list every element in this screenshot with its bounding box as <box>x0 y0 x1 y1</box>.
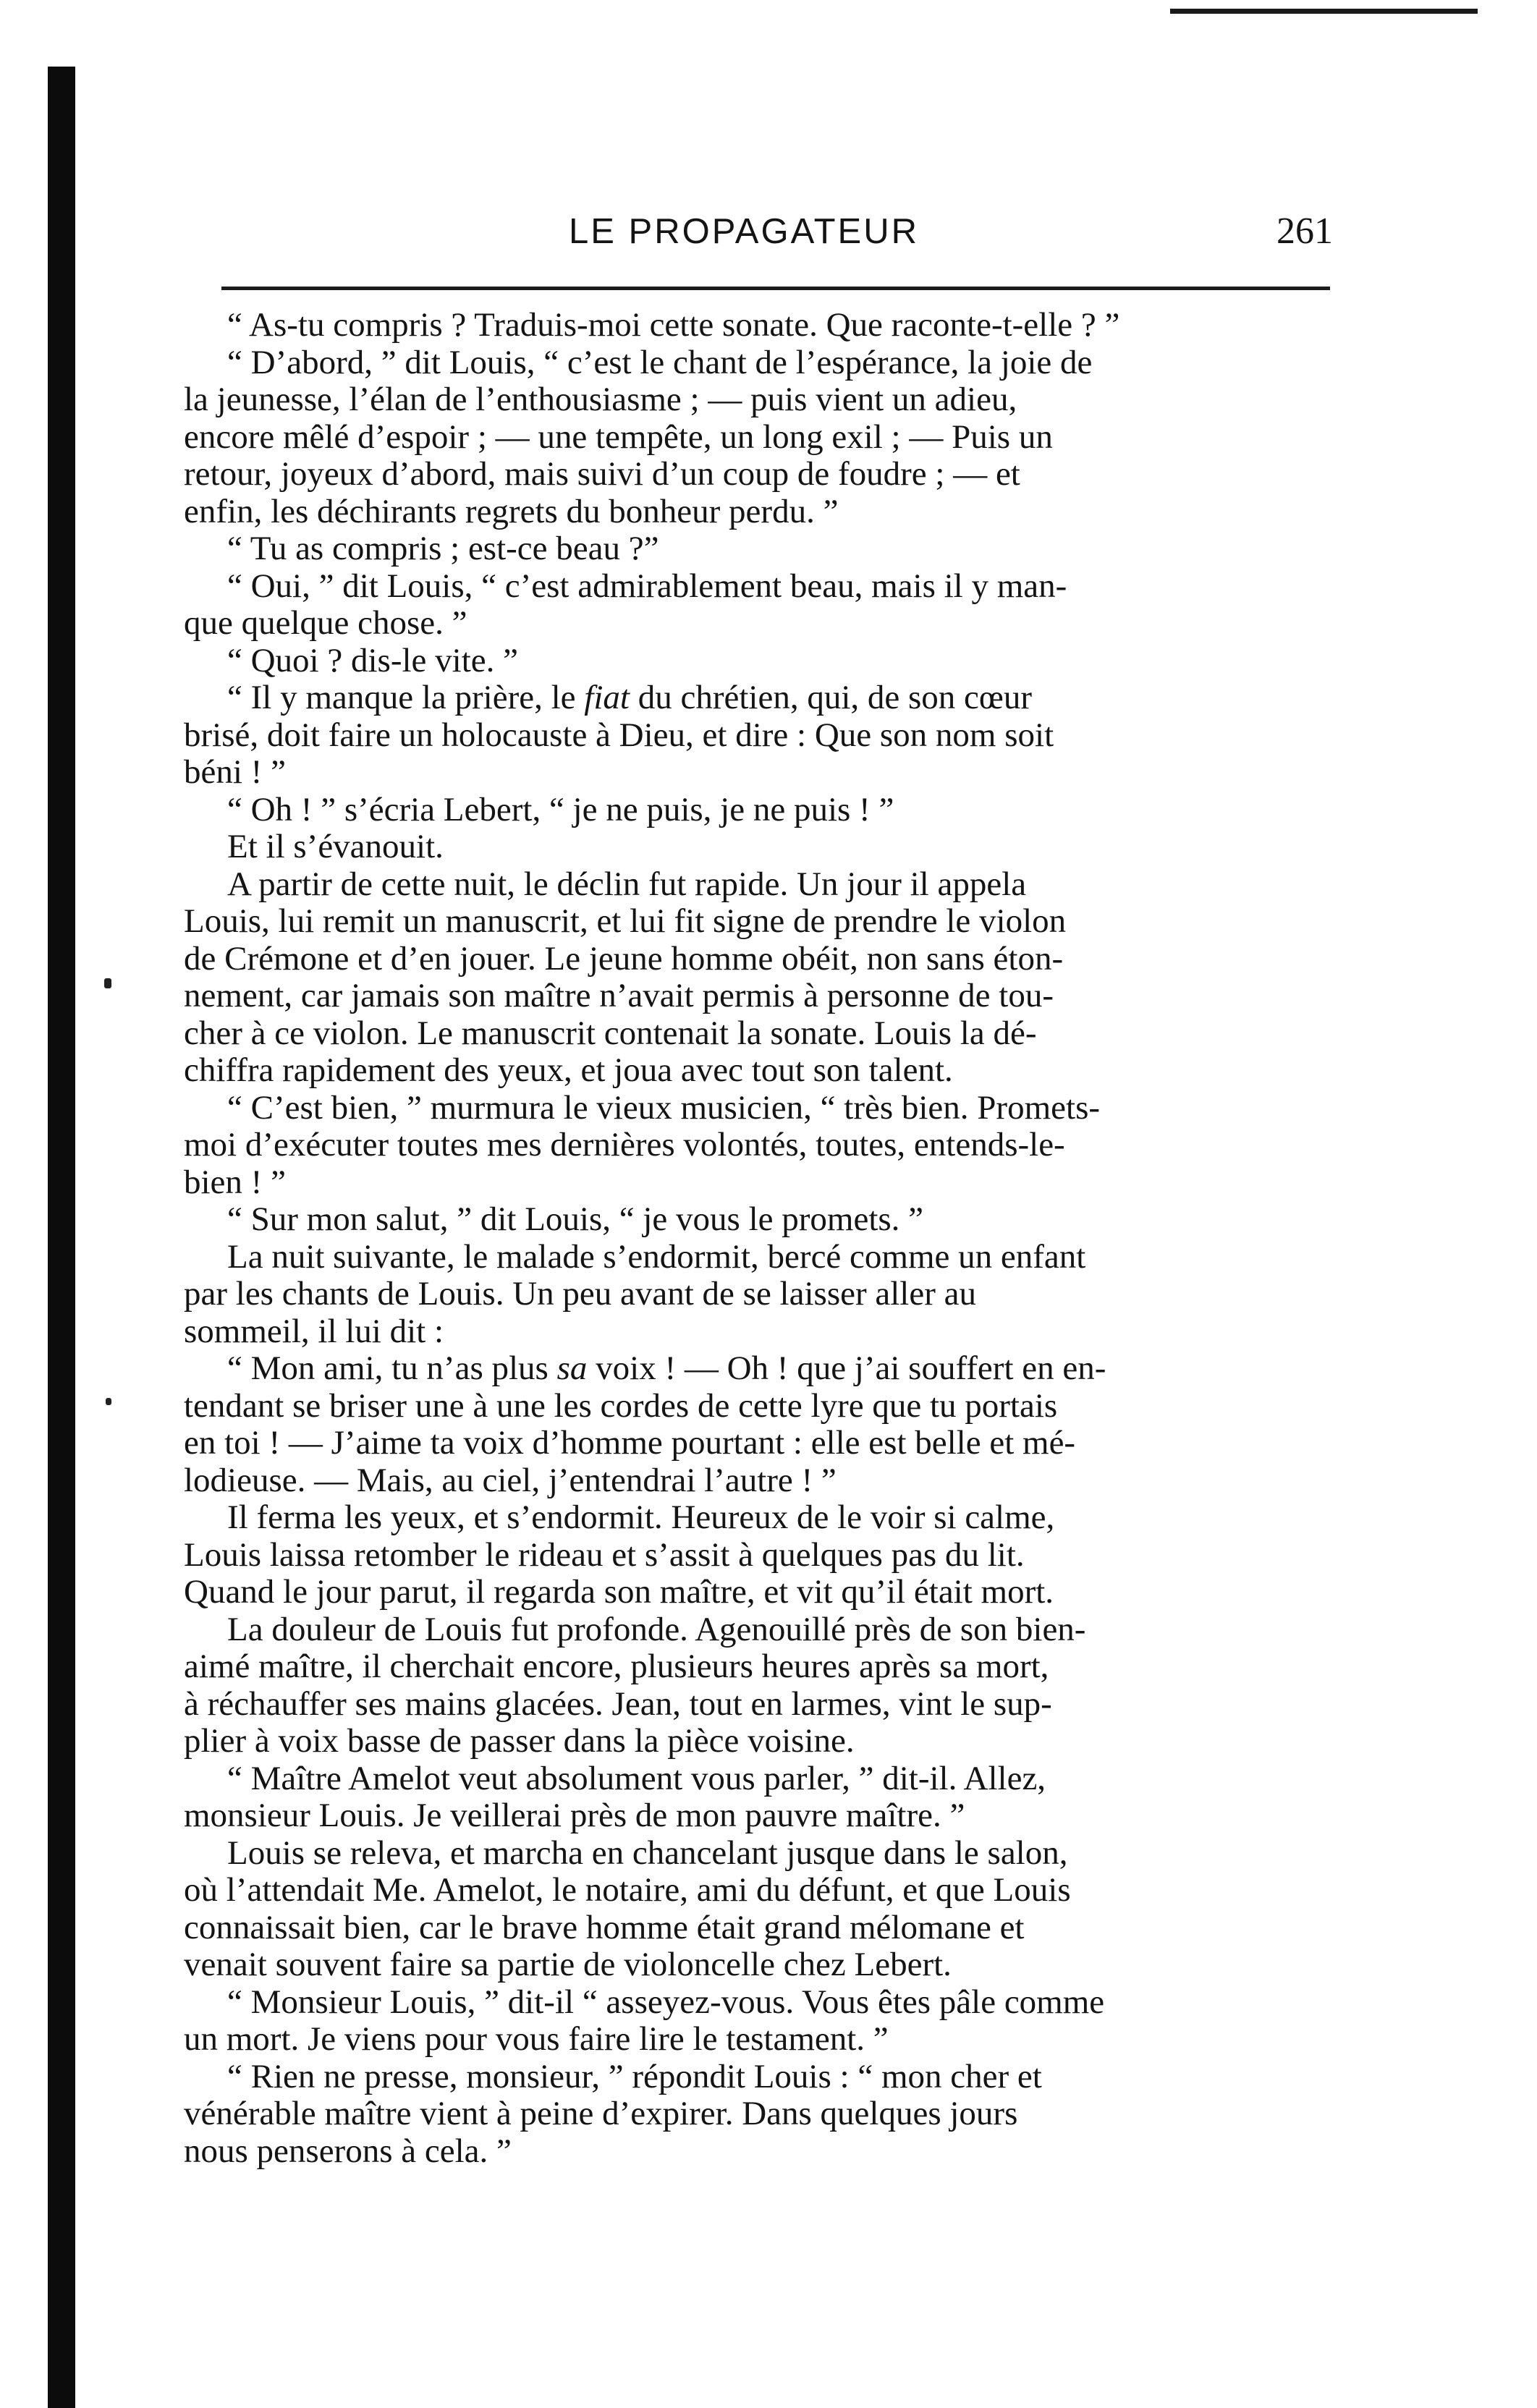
top-edge-rule <box>1170 9 1478 14</box>
text-line: Quand le jour parut, il regarda son maître, et vit qu’il était mort. <box>184 1573 1054 1611</box>
text-line: Et il s’évanouit. <box>227 828 444 865</box>
text-line: brisé, doit faire un holocauste à Dieu, et dire : Que son nom soit <box>184 716 1054 754</box>
text-line: béni ! ” <box>184 753 286 791</box>
text-line: par les chants de Louis. Un peu avant de se laisser aller au <box>184 1275 976 1313</box>
text-line: moi d’exécuter toutes mes dernières volontés, toutes, entends-le- <box>184 1126 1065 1163</box>
text-line: à réchauffer ses mains glacées. Jean, tout en larmes, vint le sup- <box>184 1684 1052 1723</box>
text-line: de Crémone et d’en jouer. Le jeune homme obéit, non sans éton- <box>184 939 1064 978</box>
text-line: nous penserons à cela. ” <box>184 2132 512 2170</box>
body-text <box>184 307 1336 2170</box>
text-line: monsieur Louis. Je veillerai près de mon pauvre maître. ” <box>184 1797 965 1834</box>
text-line: Louis laissa retomber le rideau et s’assit à quelques pas du lit. <box>184 1535 1025 1574</box>
text-line: sommeil, il lui dit : <box>184 1312 444 1350</box>
text-line: “ Tu as compris ; est-ce beau ?” <box>227 530 659 567</box>
italic-word: sa <box>556 1349 588 1387</box>
text-line: venait souvent faire sa partie de violoncelle chez Lebert. <box>184 1946 952 1983</box>
text-line: la jeunesse, l’élan de l’enthousiasme ; — puis vient un adieu, <box>184 381 1017 418</box>
text-line-with-italic: “ Mon ami, tu n’as plus sa voix ! — Oh ! que j’ai souffert en en- <box>227 1349 1106 1387</box>
text-line: Louis, lui remit un manuscrit, et lui fit signe de prendre le violon <box>184 902 1067 940</box>
text-line: en toi ! — J’aime ta voix d’homme pourtant : elle est belle et mé- <box>184 1424 1076 1462</box>
text-line: “ Quoi ? dis-le vite. ” <box>227 641 518 679</box>
text-line-with-italic: “ Il y manque la prière, le fiat du chrétien, qui, de son cœur <box>227 679 1032 716</box>
page-number: 261 <box>1276 211 1333 252</box>
text-line: nement, car jamais son maître n’avait permis à personne de tou- <box>184 977 1054 1014</box>
text-line: vénérable maître vient à peine d’expirer. Dans quelques jours <box>184 2095 1018 2132</box>
text-line: Il ferma les yeux, et s’endormit. Heureux de le voir si calme, <box>227 1498 1055 1536</box>
running-header <box>207 210 1333 253</box>
text-line: un mort. Je viens pour vous faire lire le testament. ” <box>184 2020 889 2058</box>
text-line: La douleur de Louis fut profonde. Agenouillé près de son bien- <box>227 1610 1086 1648</box>
text-line: “ As-tu compris ? Traduis-moi cette sonate. Que raconte-t-elle ? ” <box>227 306 1120 344</box>
text-line: cher à ce violon. Le manuscrit contenait la sonate. Louis la dé- <box>184 1014 1037 1052</box>
text-line: enfin, les déchirants regrets du bonheur perdu. ” <box>184 492 839 530</box>
page-binding-shadow <box>48 67 75 2408</box>
text-line: chiffra rapidement des yeux, et joua avec tout son talent. <box>184 1051 953 1089</box>
text-line: “ Oh ! ” s’écria Lebert, “ je ne puis, je ne puis ! ” <box>227 790 894 828</box>
text-line: retour, joyeux d’abord, mais suivi d’un coup de foudre ; — et <box>184 455 1020 493</box>
text-line: où l’attendait Me. Amelot, le notaire, ami du défunt, et que Louis <box>184 1871 1071 1909</box>
text-line: Louis se releva, et marcha en chancelant jusque dans le salon, <box>227 1833 1068 1872</box>
text-line: “ Rien ne presse, monsieur, ” répondit Louis : “ mon cher et <box>227 2057 1042 2095</box>
text-line: que quelque chose. ” <box>184 604 467 642</box>
text-line: aimé maître, il cherchait encore, plusieurs heures après sa mort, <box>184 1648 1049 1685</box>
text-line: “ Maître Amelot veut absolument vous parler, ” dit-il. Allez, <box>227 1759 1046 1797</box>
text-line: encore mêlé d’espoir ; — une tempête, un long exil ; — Puis un <box>184 417 1053 456</box>
margin-speck <box>104 978 111 988</box>
header-rule <box>221 287 1330 290</box>
text-line: La nuit suivante, le malade s’endormit, bercé comme un enfant <box>227 1237 1086 1276</box>
text-line: A partir de cette nuit, le déclin fut rapide. Un jour il appela <box>227 865 1027 903</box>
margin-speck <box>106 1398 111 1405</box>
running-title: LE PROPAGATEUR <box>569 212 920 251</box>
italic-word: fiat <box>584 679 630 716</box>
text-line: “ Monsieur Louis, ” dit-il “ asseyez-vous. Vous êtes pâle comme <box>227 1983 1105 2021</box>
text-line: “ C’est bien, ” murmura le vieux musicien, “ très bien. Promets- <box>227 1088 1101 1127</box>
text-line: lodieuse. — Mais, au ciel, j’entendrai l’autre ! ” <box>184 1461 837 1499</box>
text-line: tendant se briser une à une les cordes de cette lyre que tu portais <box>184 1386 1058 1425</box>
text-line: “ Oui, ” dit Louis, “ c’est admirablement beau, mais il y man- <box>227 567 1067 605</box>
text-line: “ Sur mon salut, ” dit Louis, “ je vous le promets. ” <box>227 1200 924 1238</box>
text-line: connaissait bien, car le brave homme était grand mélomane et <box>184 1908 1025 1946</box>
text-line: “ D’abord, ” dit Louis, “ c’est le chant de l’espérance, la joie de <box>227 343 1093 381</box>
text-line: plier à voix basse de passer dans la pièce voisine. <box>184 1722 855 1760</box>
text-line: bien ! ” <box>184 1163 286 1201</box>
